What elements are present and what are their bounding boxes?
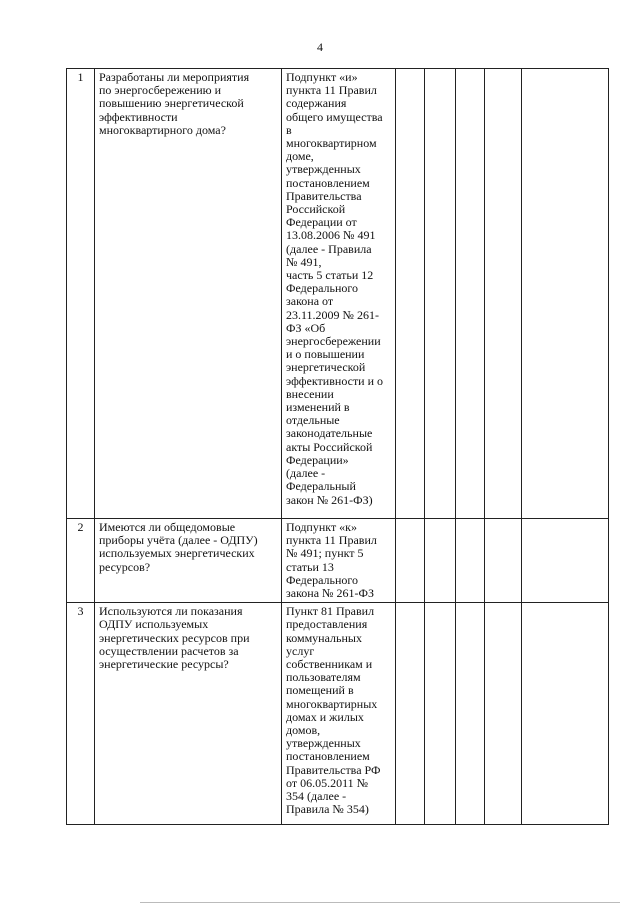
table-row — [67, 69, 609, 519]
answer-cell-extra[interactable] — [485, 603, 522, 825]
answer-cell-extra[interactable] — [485, 519, 522, 603]
answer-cell-not-applicable[interactable] — [456, 69, 485, 519]
answer-cell-not-applicable[interactable] — [456, 603, 485, 825]
notes-cell[interactable] — [522, 519, 609, 603]
answer-cell-no[interactable] — [425, 519, 456, 603]
answer-cell-yes[interactable] — [396, 603, 425, 825]
answer-cell-no[interactable] — [425, 603, 456, 825]
legal-reference: Подпункт «к» пункта 11 Правил № 491; пункт 5 статьи 13 Федерального закона № 261-ФЗ — [282, 519, 396, 603]
question-text: Имеются ли общедомовые приборы учёта (далее - ОДПУ) используемых энергетических ресурсов? — [95, 519, 282, 603]
question-text: Используются ли показания ОДПУ используемых энергетических ресурсов при осуществлении расчетов за энергетические ресурсы? — [95, 603, 282, 825]
row-number: 3 — [67, 603, 95, 825]
answer-cell-no[interactable] — [425, 69, 456, 519]
scan-edge-divider — [140, 902, 620, 903]
table-row — [67, 603, 609, 825]
answer-cell-not-applicable[interactable] — [456, 519, 485, 603]
notes-cell[interactable] — [522, 69, 609, 519]
legal-reference: Пункт 81 Правил предоставления коммунальных услуг собственникам и пользователям помещений в многоквартирных домах и жилых домов, утвержденных постановлением Правительства РФ от 06.05.2011 № 354 (далее - Правила № 354) — [282, 603, 396, 825]
answer-cell-yes[interactable] — [396, 519, 425, 603]
answer-cell-extra[interactable] — [485, 69, 522, 519]
legal-reference: Подпункт «и» пункта 11 Правил содержания общего имущества в многоквартирном доме, утвержденных постановлением Правительства Российской Федерации от 13.08.2006 № 491 (далее - Правила № 491, часть 5 статьи 12 Федерального закона от 23.11.2009 № 261- ФЗ «Об энергосбережении и о повышении энергетической эффективности и о внесении изменений в отдельные законодательные акты Российской Федерации» (далее - Федеральный закон № 261-ФЗ) — [282, 69, 396, 519]
row-number: 2 — [67, 519, 95, 603]
question-text: Разработаны ли мероприятия по энергосбережению и повышению энергетической эффективности многоквартирного дома? — [95, 69, 282, 519]
checklist-table — [66, 68, 609, 825]
row-number: 1 — [67, 69, 95, 519]
table-row — [67, 519, 609, 603]
answer-cell-yes[interactable] — [396, 69, 425, 519]
notes-cell[interactable] — [522, 603, 609, 825]
page-number: 4 — [317, 40, 323, 54]
